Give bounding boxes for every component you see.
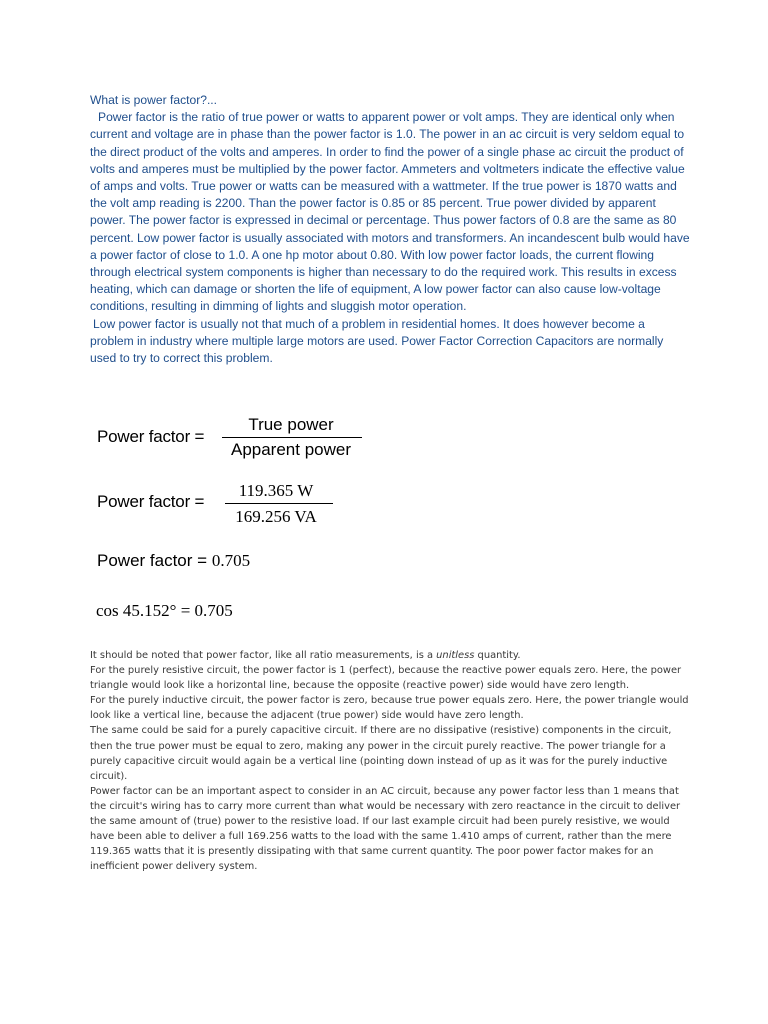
formula-2-fraction-bar <box>225 503 333 504</box>
formula-4-text: cos 45.152° = 0.705 <box>96 601 233 620</box>
formula-1-fraction-bar <box>222 437 362 438</box>
notes-line-1 <box>90 648 690 663</box>
formula-1-label: Power factor = <box>97 427 205 446</box>
notes-line-1-end: quantity. <box>474 650 521 661</box>
notes-paragraph-capacitive: The same could be said for a purely capacitive circuit. If there are no dissipative (resistive) components in the circuit, then the true power must be equal to zero, making any power in the circuit purely reactive. The power triangle for a purely capacitive circuit would again be a vertical line (pointing down instead of up as it was for the purely inductive circuit). <box>90 725 672 782</box>
formula-2-label: Power factor = <box>97 492 205 511</box>
formula-3-line <box>97 551 250 571</box>
notes-paragraph-efficiency: Power factor can be an important aspect to consider in an AC circuit, because any power factor less than 1 means that the circuit's wiring has to carry more current than what would be necessary with zero reactance in the circuit to deliver the same amount of (true) power to the resistive load. If our last example circuit had been purely resistive, we would have been able to deliver a full 169.256 watts to the load with the same 1.410 amps of current, rather than the mere 119.365 watts that it is presently dissipating with that same current quantity. The poor power factor makes for an inefficient power delivery system. <box>90 785 681 873</box>
formula-2-numerator: 119.365 W <box>238 481 314 500</box>
formula-3-label: Power factor = <box>97 551 212 570</box>
intro-paragraph-2: Low power factor is usually not that much of a problem in residential homes. It does however become a problem in industry where multiple large motors are used. Power Factor Correction Capacitors are normally used to try to correct this problem. <box>90 316 664 366</box>
formula-1-denominator: Apparent power <box>230 440 352 459</box>
formula-2-denominator: 169.256 VA <box>235 507 317 526</box>
intro-section <box>90 92 690 367</box>
notes-section <box>90 648 690 874</box>
intro-heading: What is power factor?... <box>90 93 218 107</box>
notes-line-1-text: It should be noted that power factor, like all ratio measurements, is a <box>90 650 437 661</box>
notes-paragraph-resistive: For the purely resistive circuit, the power factor is 1 (perfect), because the reactive power equals zero. Here, the power triangle would look like a horizontal line, because the opposite (reactive power) side would have zero length. <box>90 665 682 692</box>
formula-1-numerator: True power <box>248 415 334 434</box>
notes-paragraph-inductive: For the purely inductive circuit, the power factor is zero, because true power equals zero. Here, the power triangle would look like a vertical line, because the adjacent (true power) side would have zero length. <box>90 695 689 722</box>
notes-line-1-emphasis: unitless <box>436 650 475 661</box>
formula-3-value: 0.705 <box>211 551 251 570</box>
intro-paragraph-1: Power factor is the ratio of true power or watts to apparent power or volt amps. They are identical only when current and voltage are in phase than the power factor is 1.0. The power in an ac circuit is very seldom equal to the direct product of the volts and amperes. In order to find the power of a single phase ac circuit the product of volts and amperes must be multiplied by the power factor. Ammeters and voltmeters indicate the effective value of amps and volts. True power or watts can be measured with a wattmeter. If the true power is 1870 watts and the volt amp reading is 2200. Than the power factor is 0.85 or 85 percent. True power divided by apparent power. The power factor is expressed in decimal or percentage. Thus power factors of 0.8 are the same as 80 percent. Low power factor is usually associated with motors and transformers. An incandescent bulb would have a power factor of close to 1.0. A one hp motor about 0.80. With low power factor loads, the current flowing through electrical system components is higher than necessary to do the required work. This results in excess heating, which can damage or shorten the life of equipment, A low power factor can also cause low-voltage conditions, resulting in dimming of lights and sluggish motor operation. <box>90 110 690 314</box>
